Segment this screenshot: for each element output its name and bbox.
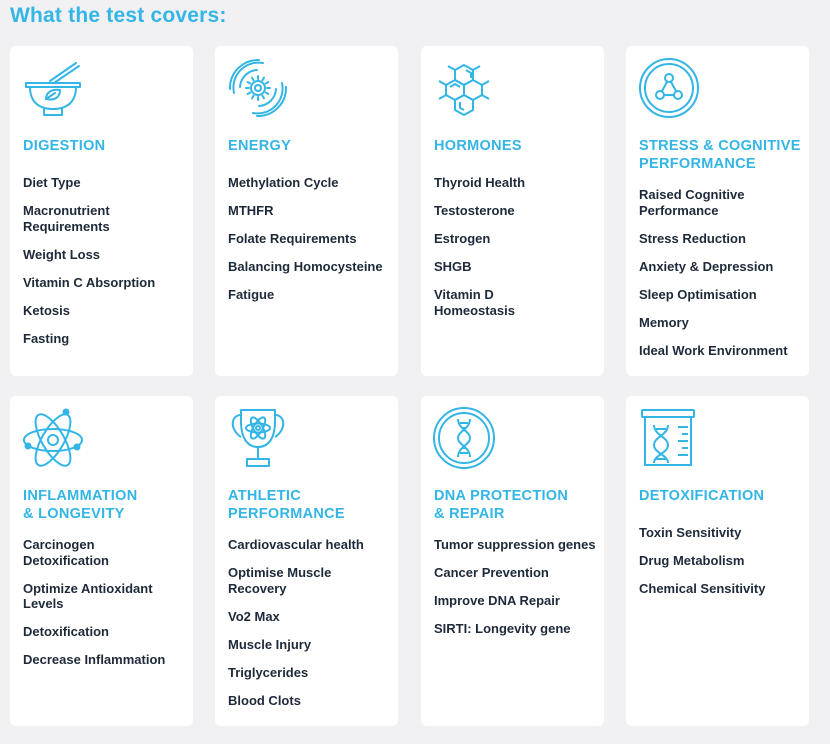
card-item: Anxiety & Depression xyxy=(639,258,774,274)
card-item: Thyroid Health xyxy=(434,175,526,190)
card-item: Optimize Antioxidant Levels xyxy=(23,580,153,611)
category-card xyxy=(10,46,193,376)
card-item: Muscle Injury xyxy=(228,636,312,652)
card-item: Testosterone xyxy=(434,203,515,218)
card-item: Optimise Muscle Recovery xyxy=(228,565,332,596)
category-card xyxy=(626,46,809,376)
card-title: DNA PROTECTION & REPAIR xyxy=(434,488,569,522)
card-item: Blood Clots xyxy=(228,692,301,708)
energy-sun-icon xyxy=(227,57,289,119)
hexagon-molecule-icon xyxy=(433,57,495,119)
card-title: DETOXIFICATION xyxy=(639,488,765,504)
category-card xyxy=(215,396,398,726)
card-item: Raised Cognitive Performance xyxy=(639,187,745,218)
card-title: ATHLETIC PERFORMANCE xyxy=(228,488,345,522)
card-item-list xyxy=(434,175,602,331)
card-item-list xyxy=(639,187,807,371)
card-item-list xyxy=(228,537,396,721)
card-item: Vitamin D Homeostasis xyxy=(434,287,515,318)
card-item: Ideal Work Environment xyxy=(639,342,788,358)
card-title: DIGESTION xyxy=(23,138,106,154)
category-card xyxy=(215,46,398,376)
card-item: Stress Reduction xyxy=(639,230,746,246)
card-item: Estrogen xyxy=(434,231,491,246)
card-item: SIRTI: Longevity gene xyxy=(434,621,571,636)
card-item: Macronutrient Requirements xyxy=(23,203,110,234)
category-card xyxy=(626,396,809,726)
card-item: Detoxification xyxy=(23,624,109,639)
card-item-list xyxy=(228,175,396,315)
page-title: What the test covers: xyxy=(10,4,227,27)
card-item-list xyxy=(23,175,191,359)
card-item: Folate Requirements xyxy=(228,231,357,246)
atom-icon xyxy=(22,407,84,469)
card-item: Carcinogen Detoxification xyxy=(23,537,109,568)
card-item: Weight Loss xyxy=(23,246,101,262)
mortar-pestle-icon xyxy=(22,57,84,119)
category-card xyxy=(421,46,604,376)
card-item: Cancer Prevention xyxy=(434,565,549,580)
card-title: STRESS & COGNITIVE PERFORMANCE xyxy=(639,138,801,172)
card-item: Improve DNA Repair xyxy=(434,593,560,608)
card-item: Diet Type xyxy=(23,175,81,190)
card-item: Methylation Cycle xyxy=(228,175,339,190)
card-item-list xyxy=(639,525,807,609)
card-item: Chemical Sensitivity xyxy=(639,581,766,596)
trophy-icon xyxy=(227,407,289,469)
card-item: Triglycerides xyxy=(228,664,309,680)
card-item: Drug Metabolism xyxy=(639,553,745,568)
card-item: Ketosis xyxy=(23,302,70,318)
card-title: HORMONES xyxy=(434,138,522,154)
card-item: Decrease Inflammation xyxy=(23,652,166,667)
dna-circle-icon xyxy=(433,407,495,469)
category-card xyxy=(10,396,193,726)
card-item: MTHFR xyxy=(228,203,274,218)
card-item: Vo2 Max xyxy=(228,608,280,624)
card-item: Vitamin C Absorption xyxy=(23,274,156,290)
card-item: Tumor suppression genes xyxy=(434,537,596,552)
card-item: Fasting xyxy=(23,330,70,346)
card-item: Toxin Sensitivity xyxy=(639,525,742,540)
card-title: ENERGY xyxy=(228,138,292,154)
card-item: Balancing Homocysteine xyxy=(228,259,383,274)
card-item: Sleep Optimisation xyxy=(639,286,757,302)
dna-beaker-icon xyxy=(638,407,700,469)
card-item: Memory xyxy=(639,314,689,330)
brain-network-icon xyxy=(638,57,700,119)
card-item: SHGB xyxy=(434,259,472,274)
card-title: INFLAMMATION & LONGEVITY xyxy=(23,488,138,522)
card-item: Fatigue xyxy=(228,287,275,302)
card-item-list xyxy=(434,537,602,649)
category-card xyxy=(421,396,604,726)
card-item: Cardiovascular health xyxy=(228,537,364,552)
card-item-list xyxy=(23,537,191,680)
